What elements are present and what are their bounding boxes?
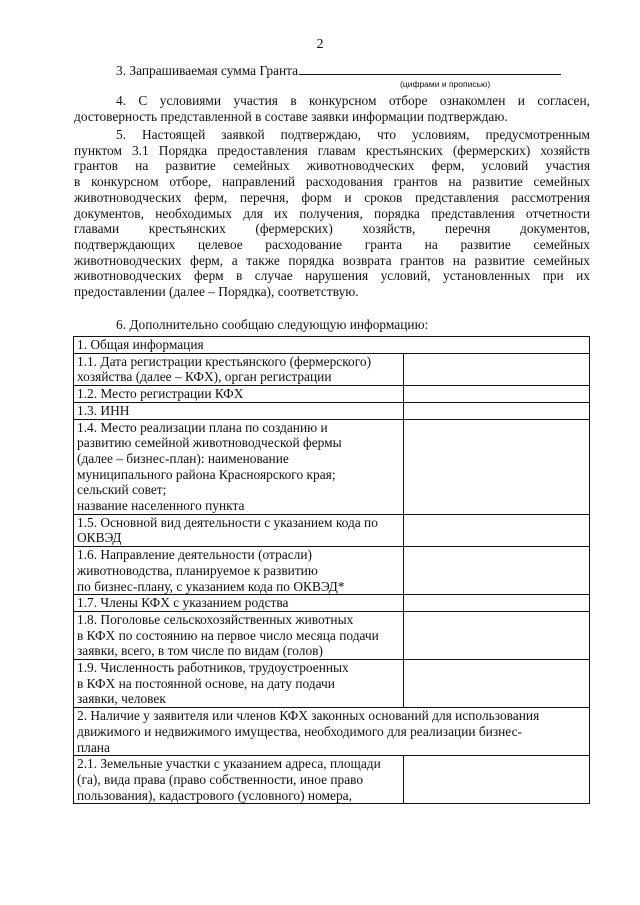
row-value-cell[interactable] xyxy=(404,595,590,612)
paragraph-4 xyxy=(74,93,590,124)
section-2-header: 2. Наличие у заявителя или членов КФХ законных оснований для использования движимого и недвижимого имущества, необходимого для реализации бизнес- плана xyxy=(74,708,590,756)
row-label: 1.6. Направление деятельности (отрасли) животноводства, планируемое к развитию по бизнес-плану, с указанием кода по ОКВЭД* xyxy=(74,547,404,595)
row-label: 1.8. Поголовье сельскохозяйственных животных в КФХ по состоянию на первое число месяца подачи заявки, всего, в том числе по видам (голов) xyxy=(74,611,404,659)
table-row xyxy=(74,386,590,403)
paragraph-line: животноводческих ферм, перечня, форм и сроков представления рассмотрения xyxy=(74,189,590,205)
row-label: 1.1. Дата регистрации крестьянского (фермерского) хозяйства (далее – КФХ), орган регистрации xyxy=(74,353,404,385)
page-number: 2 xyxy=(316,37,324,52)
grant-amount-label: 3. Запрашиваемая сумма Гранта xyxy=(116,63,299,78)
table-row xyxy=(74,514,590,546)
paragraph-line: грантов на развитие семейных животноводческих ферм, условий участия xyxy=(74,158,590,174)
table-row xyxy=(74,402,590,419)
row-value-cell[interactable] xyxy=(404,547,590,595)
table-row xyxy=(74,660,590,708)
paragraph-line: 6. Дополнительно сообщаю следующую информацию: xyxy=(116,317,429,332)
row-label: 1.3. ИНН xyxy=(74,402,404,419)
row-label: 1.4. Место реализации плана по созданию и развитию семейной животноводческой фермы (далее – бизнес-план): наименование муниципального района Красноярского края; сельский совет; название населенного пункта xyxy=(74,419,404,514)
row-value-cell[interactable] xyxy=(404,756,590,804)
paragraph-6 xyxy=(74,317,590,333)
grant-amount-hint: (цифрами и прописью) xyxy=(400,79,491,89)
section-1-header: 1. Общая информация xyxy=(74,337,590,354)
paragraph-line: животноводческих ферм, а также порядка возврата грантов на развитие семейных xyxy=(74,252,590,268)
table-row xyxy=(74,419,590,514)
paragraph-line: 4. С условиями участия в конкурсном отборе ознакомлен и согласен, xyxy=(116,93,590,108)
grant-amount-line xyxy=(74,61,590,79)
row-value-cell[interactable] xyxy=(404,386,590,403)
row-value-cell[interactable] xyxy=(404,514,590,546)
row-value-cell[interactable] xyxy=(404,402,590,419)
row-label: 1.7. Члены КФХ с указанием родства xyxy=(74,595,404,612)
paragraph-line: 5. Настоящей заявкой подтверждаю, что условиям, предусмотренным xyxy=(116,127,590,142)
paragraph-line: животноводческих ферм в случае нарушения условий, установленных при их xyxy=(74,268,590,284)
row-label: 1.2. Место регистрации КФХ xyxy=(74,386,404,403)
row-value-cell[interactable] xyxy=(404,419,590,514)
row-value-cell[interactable] xyxy=(404,611,590,659)
row-label: 1.5. Основной вид деятельности с указанием кода по ОКВЭД xyxy=(74,514,404,546)
paragraph-line: главами крестьянских (фермерских) хозяйств, перечня документов, xyxy=(74,221,590,237)
table-row xyxy=(74,353,590,385)
row-value-cell[interactable] xyxy=(404,353,590,385)
row-value-cell[interactable] xyxy=(404,660,590,708)
row-label: 1.9. Численность работников, трудоустроенных в КФХ на постоянной основе, на дату подачи заявки, человек xyxy=(74,660,404,708)
info-table xyxy=(73,336,590,804)
table-row xyxy=(74,756,590,804)
paragraph-line: подтверждающих целевое расходование гранта на развитие семейных xyxy=(74,236,590,252)
table-row xyxy=(74,611,590,659)
table-row xyxy=(74,708,590,756)
row-label: 2.1. Земельные участки с указанием адреса, площади (га), вида права (право собственности, иное право пользования), кадастрового (условного) номера, xyxy=(74,756,404,804)
table-row xyxy=(74,595,590,612)
table-row xyxy=(74,547,590,595)
grant-amount-field[interactable] xyxy=(299,61,561,75)
paragraph-line: документов, необходимых для их получения, порядка представления отчетности xyxy=(74,205,590,221)
paragraph-line: в конкурсном отборе, направлений расходования грантов на развитие семейных xyxy=(74,174,590,190)
table-row xyxy=(74,337,590,354)
paragraph-line: достоверность представленной в составе заявки информации подтверждаю. xyxy=(74,108,508,124)
paragraph-line: пунктом 3.1 Порядка предоставления главам крестьянских (фермерских) хозяйств xyxy=(74,142,590,158)
paragraph-5 xyxy=(74,127,590,300)
paragraph-line: предоставлении (далее – Порядка), соответствую. xyxy=(74,284,359,300)
